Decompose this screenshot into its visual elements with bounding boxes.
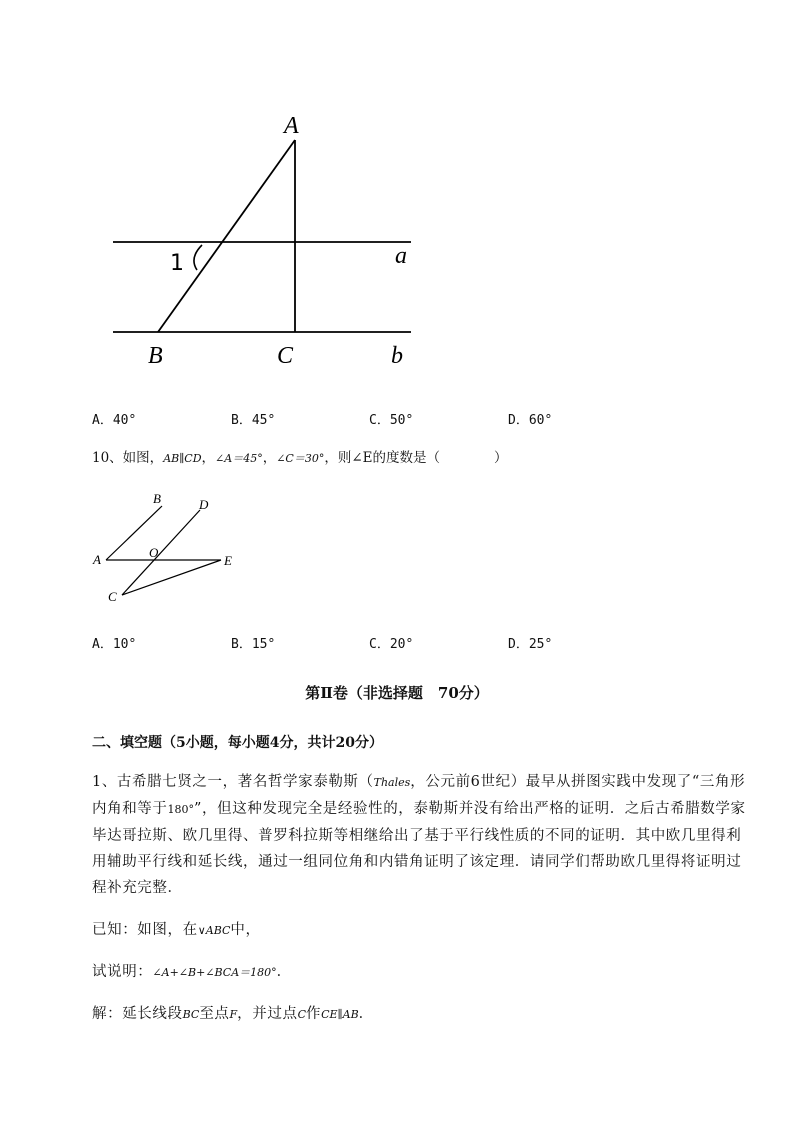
segment-ab: [158, 140, 295, 332]
prove-prefix: 试说明：: [92, 964, 153, 980]
figure-parallel-lines: [0, 0, 794, 400]
solution-line: [92, 1002, 374, 1023]
known-prefix: 已知：如图，在: [92, 922, 198, 938]
q10-option-a: A．10°: [92, 637, 137, 652]
label-A: A: [93, 552, 101, 567]
solution-f: F: [229, 1008, 238, 1021]
solution-ce: CE∥AB: [321, 1008, 359, 1021]
prove-line: [92, 960, 292, 981]
p1-text-2: ，公元前6世纪）最早从拼图实践中发现了“三角形内角和等于: [92, 774, 746, 817]
figure-ab-cd: [0, 480, 794, 610]
label-C: C: [108, 589, 117, 604]
solution-text-2: 至点: [199, 1006, 230, 1022]
solution-text-4: 作: [306, 1006, 322, 1022]
q10-cond2: ∠A＝45°: [215, 452, 263, 465]
p1-text-3: ”，但这种发现完全是经验性的，泰勒斯并没有给出严格的证明．之后古希腊数学家毕达哥拉斯、欧几里得、普罗科拉斯等相继给出了基于平行线性质的不同的证明．其中欧几里得利用辅助平行线和延长线，通过一组同位角和内错角证明了该定理．请同学们帮助欧几里得将证明过程补充完整．: [92, 801, 746, 896]
label-O: O: [149, 545, 159, 560]
q9-option-b: B．45°: [231, 413, 276, 428]
segment-ce: [122, 560, 221, 595]
p1-thales: Thales: [373, 776, 411, 789]
solution-text-1: 解：延长线段: [92, 1006, 183, 1022]
angle-1-arc: [194, 245, 202, 270]
label-b: b: [391, 343, 403, 369]
known-triangle: ∨ABC: [197, 924, 231, 937]
segment-cd: [122, 510, 200, 595]
p1-text-1: 1、古希腊七贤之一，著名哲学家泰勒斯（: [92, 774, 374, 790]
q10-option-b: B．15°: [231, 637, 276, 652]
q10-option-c: C．20°: [369, 637, 414, 652]
known-line: [92, 918, 261, 939]
q9-option-c: C．50°: [369, 413, 414, 428]
section-title: 第Ⅱ卷（非选择题 70分）: [305, 684, 489, 702]
label-D: D: [199, 497, 209, 512]
q9-option-d: D．60°: [508, 413, 553, 428]
q9-option-a: A．40°: [92, 413, 137, 428]
prove-expression: ∠A+∠B+∠BCA＝180°: [152, 966, 277, 979]
label-a: a: [395, 243, 407, 269]
fill-question-1: [92, 769, 752, 901]
q10-tail: ，则∠E的度数是（ ）: [324, 450, 508, 466]
q10-number: 10、如图，: [92, 450, 164, 466]
q10-option-d: D．25°: [508, 637, 553, 652]
solution-bc: BC: [182, 1008, 200, 1021]
section-subheading: 二、填空题（5小题，每小题4分，共计20分）: [92, 735, 383, 751]
label-B: B: [153, 491, 161, 506]
prove-suffix: ．: [276, 964, 292, 980]
q10-sep2: ，: [262, 450, 277, 466]
known-suffix: 中，: [230, 922, 261, 938]
q10-sep1: ，: [201, 450, 216, 466]
solution-text-5: ．: [358, 1006, 374, 1022]
label-A: A: [284, 113, 299, 139]
label-B: B: [148, 343, 163, 369]
q10-cond1: AB∥CD: [163, 452, 202, 465]
label-1: 1: [170, 251, 184, 276]
solution-text-3: ，并过点: [237, 1006, 298, 1022]
p1-degree: 180°: [167, 803, 194, 816]
solution-c: C: [297, 1008, 306, 1021]
q10-cond3: ∠C＝30°: [276, 452, 325, 465]
label-E: E: [224, 553, 232, 568]
question-10: [92, 447, 508, 470]
label-C: C: [277, 343, 294, 369]
